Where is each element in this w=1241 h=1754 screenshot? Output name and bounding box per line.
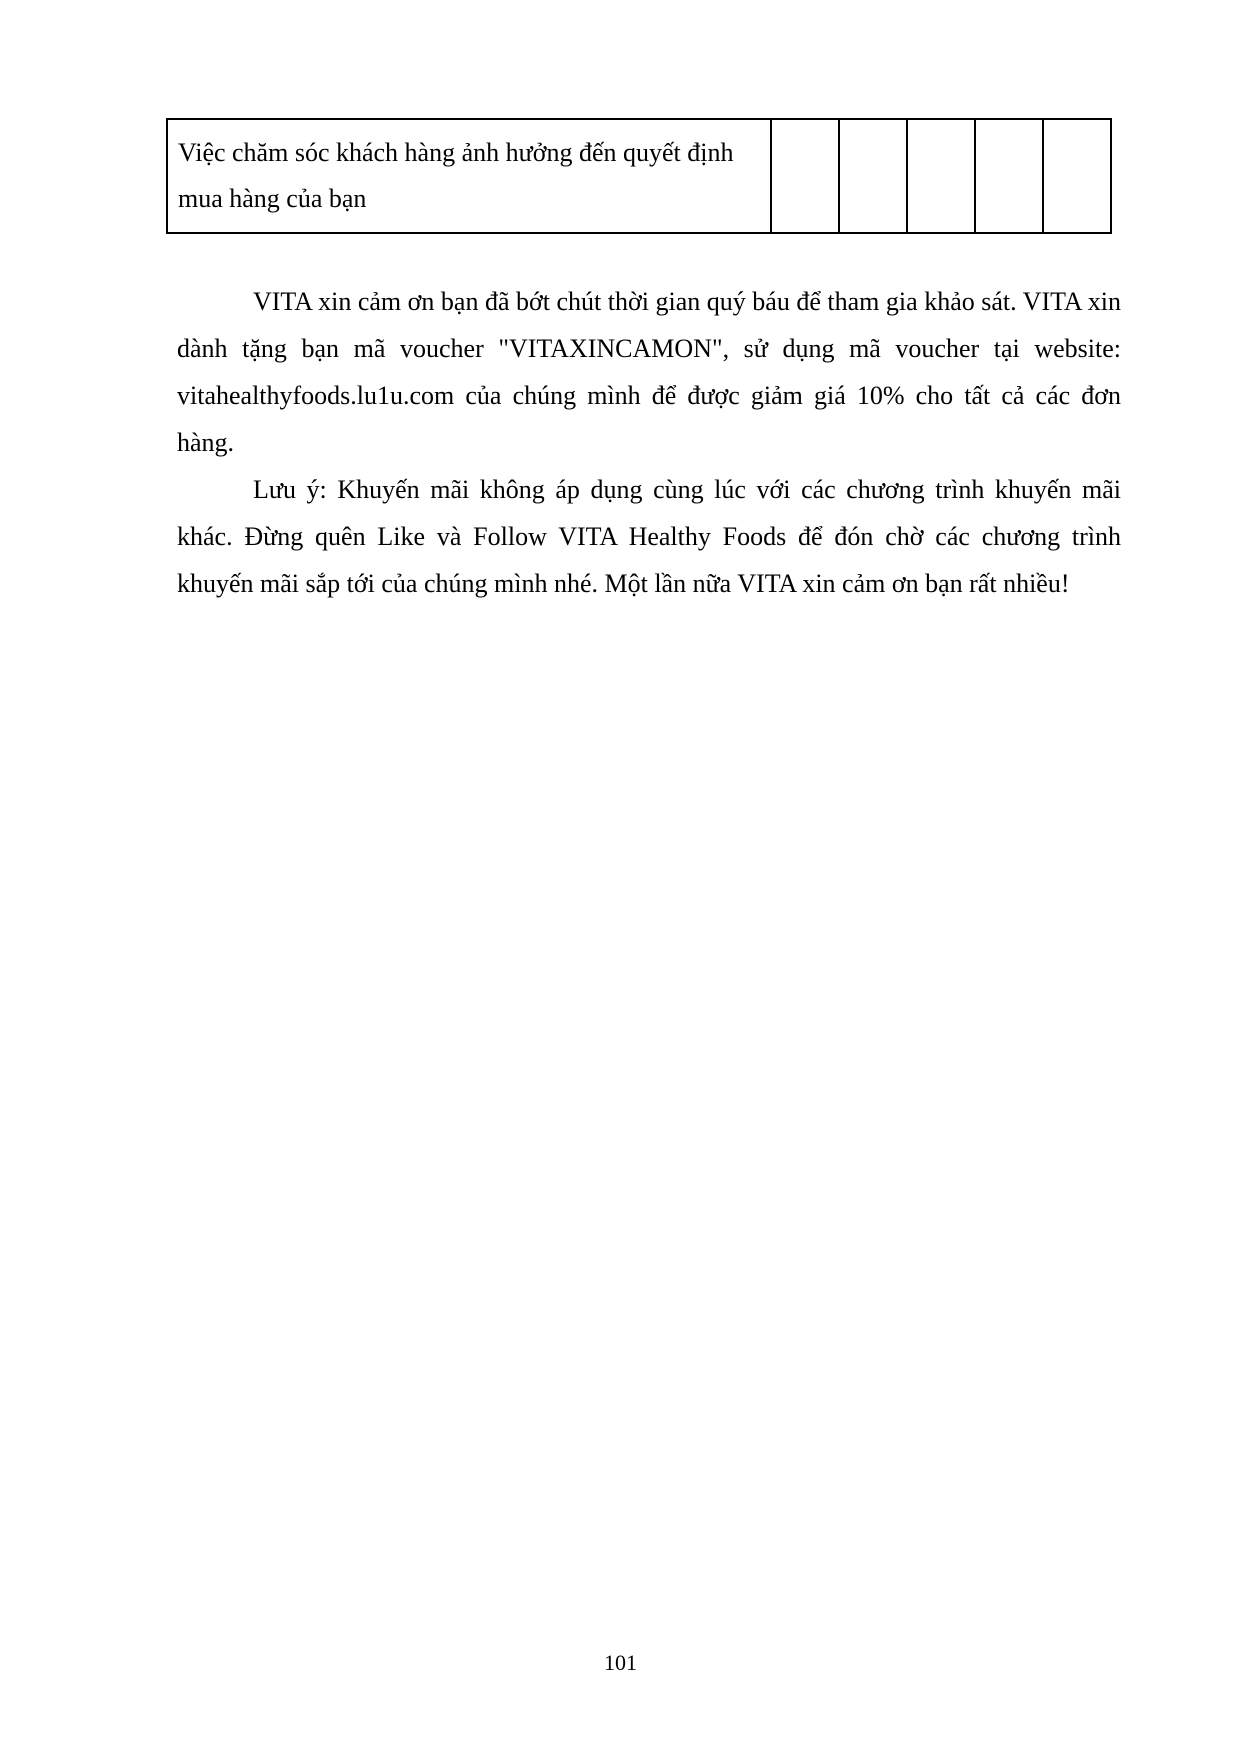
thank-you-paragraph: VITA xin cảm ơn bạn đã bớt chút thời gian quý báu để tham gia khảo sát. VITA xin dành tặng bạn mã voucher "VITAXINCAMON", sử dụng mã voucher tại website: vitahealthyfoods.lu1u.com của chúng mình để được giảm giá 10% cho tất cả các đơn hàng. (177, 287, 1121, 457)
rating-cell-5 (1043, 119, 1111, 233)
body-text (177, 278, 1121, 607)
note-paragraph: Lưu ý: Khuyến mãi không áp dụng cùng lúc với các chương trình khuyến mãi khác. Đừng quên Like và Follow VITA Healthy Foods để đón chờ các chương trình khuyến mãi sắp tới của chúng mình nhé. Một lần nữa VITA xin cảm ơn bạn rất nhiều! (177, 475, 1121, 598)
question-cell: Việc chăm sóc khách hàng ảnh hưởng đến quyết định mua hàng của bạn (167, 119, 771, 233)
rating-cell-2 (839, 119, 907, 233)
rating-cell-3 (907, 119, 975, 233)
rating-cell-4 (975, 119, 1043, 233)
rating-cell-1 (771, 119, 839, 233)
table-row (167, 119, 1111, 233)
page-number: 101 (604, 1650, 637, 1675)
survey-table (166, 118, 1112, 234)
